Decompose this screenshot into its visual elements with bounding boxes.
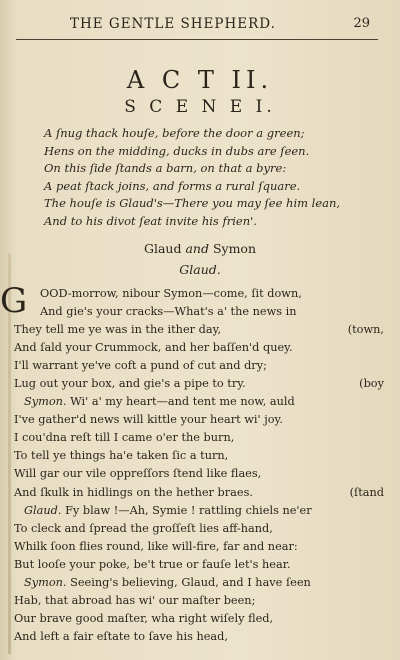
verse-text: To cleck and ſpread the groſſeſt lies aff-hand, bbox=[14, 521, 273, 535]
stage-setting bbox=[44, 125, 374, 230]
act-heading: A C T II. bbox=[126, 66, 274, 94]
speaker-label: Glaud. bbox=[24, 503, 62, 517]
verse-text: Seeing's believing, Glaud, and I have ſeen bbox=[66, 575, 311, 589]
drop-cap: G bbox=[0, 281, 28, 321]
character-symon: Symon bbox=[212, 241, 257, 256]
characters-conjunction: and bbox=[185, 241, 209, 256]
character-glaud: Glaud bbox=[143, 241, 182, 256]
verse-text: Hab, that abroad has wi' our maſter been; bbox=[14, 593, 256, 607]
verse-text: To tell ye things ha'e taken ſic a turn, bbox=[14, 449, 229, 463]
verse-text: And ſkulk in hidlings on the hether braes. bbox=[14, 485, 253, 499]
scene-heading: S C E N E I. bbox=[124, 97, 276, 117]
verse-text: I've gather'd news will kittle your heart wi' joy. bbox=[14, 413, 284, 427]
verse-line bbox=[14, 339, 394, 357]
setting-line: Hens on the midding, ducks in dubs are ſeen. bbox=[44, 143, 310, 158]
verse-line bbox=[14, 502, 394, 520]
running-head bbox=[0, 16, 400, 36]
speaker-label: Symon. bbox=[24, 395, 67, 409]
verse-text: And left a fair eſtate to ſave his head, bbox=[14, 629, 228, 643]
verse-text: OOD-morrow, nibour Symon—come, ſit down, bbox=[40, 287, 302, 300]
verse-line bbox=[14, 610, 394, 628]
verse-block bbox=[14, 285, 394, 646]
verse-text: Lug out your box, and gie's a pipe to try. bbox=[14, 377, 246, 391]
verse-text: I'll warrant ye've coft a pund of cut and dry; bbox=[14, 359, 267, 373]
verse-line bbox=[14, 628, 394, 646]
characters-line bbox=[0, 241, 400, 256]
running-title: THE GENTLE SHEPHERD. bbox=[70, 16, 276, 32]
verse-line bbox=[14, 375, 394, 393]
setting-line: A ſnug thack houſe, before the door a green; bbox=[44, 126, 305, 140]
speaker-heading: Glaud. bbox=[179, 262, 221, 277]
speaker-label: Symon. bbox=[24, 575, 67, 589]
verse-line bbox=[14, 447, 394, 465]
verse-text: Will gar our vile oppreſſors ſtend like flaes, bbox=[14, 467, 262, 481]
header-rule bbox=[16, 39, 378, 40]
verse-text: Our brave good maſter, wha right wiſely fled, bbox=[14, 611, 274, 625]
verse-line bbox=[14, 429, 394, 447]
turnover-word: (boy bbox=[359, 377, 384, 391]
verse-line bbox=[14, 411, 394, 429]
verse-line bbox=[14, 465, 394, 483]
setting-line: A peat ſtack joins, and forms a rural ſquare. bbox=[44, 178, 301, 193]
verse-line bbox=[14, 285, 394, 303]
verse-line bbox=[14, 484, 394, 502]
verse-line bbox=[14, 520, 394, 538]
turnover-word: (ſtand bbox=[349, 485, 384, 499]
setting-line: And to his divot ſeat invite his frien'. bbox=[44, 213, 257, 228]
verse-text: I cou'dna reſt till I came o'er the burn, bbox=[14, 431, 235, 445]
verse-text: But looſe your poke, be't true or fauſe let's hear. bbox=[14, 557, 291, 571]
verse-line bbox=[14, 556, 394, 574]
verse-text: And gie's your cracks—What's a' the news in bbox=[40, 305, 297, 319]
verse-text: Whilk ſoon flies round, like will-fire, far and near: bbox=[14, 539, 298, 553]
verse-text: Wi' a' my heart—and tent me now, auld bbox=[66, 395, 295, 409]
page-number: 29 bbox=[353, 16, 370, 31]
verse-text: They tell me ye was in the ither day, bbox=[14, 323, 222, 337]
setting-line: The houſe is Glaud's—There you may ſee him lean, bbox=[44, 196, 341, 210]
verse-line bbox=[14, 303, 394, 321]
turnover-word: (town, bbox=[347, 323, 384, 337]
verse-line bbox=[14, 538, 394, 556]
verse-line bbox=[14, 393, 394, 411]
verse-text: Fy blaw !—Ah, Symie ! rattling chiels ne'er bbox=[61, 503, 312, 517]
verse-line bbox=[14, 357, 394, 375]
verse-line bbox=[14, 574, 394, 592]
verse-text: And ſald your Crummock, and her baſſen'd quey. bbox=[14, 341, 293, 355]
verse-line bbox=[14, 592, 394, 610]
setting-line: On this ſide ſtands a barn, on that a byre: bbox=[44, 161, 287, 175]
verse-line bbox=[14, 321, 394, 339]
